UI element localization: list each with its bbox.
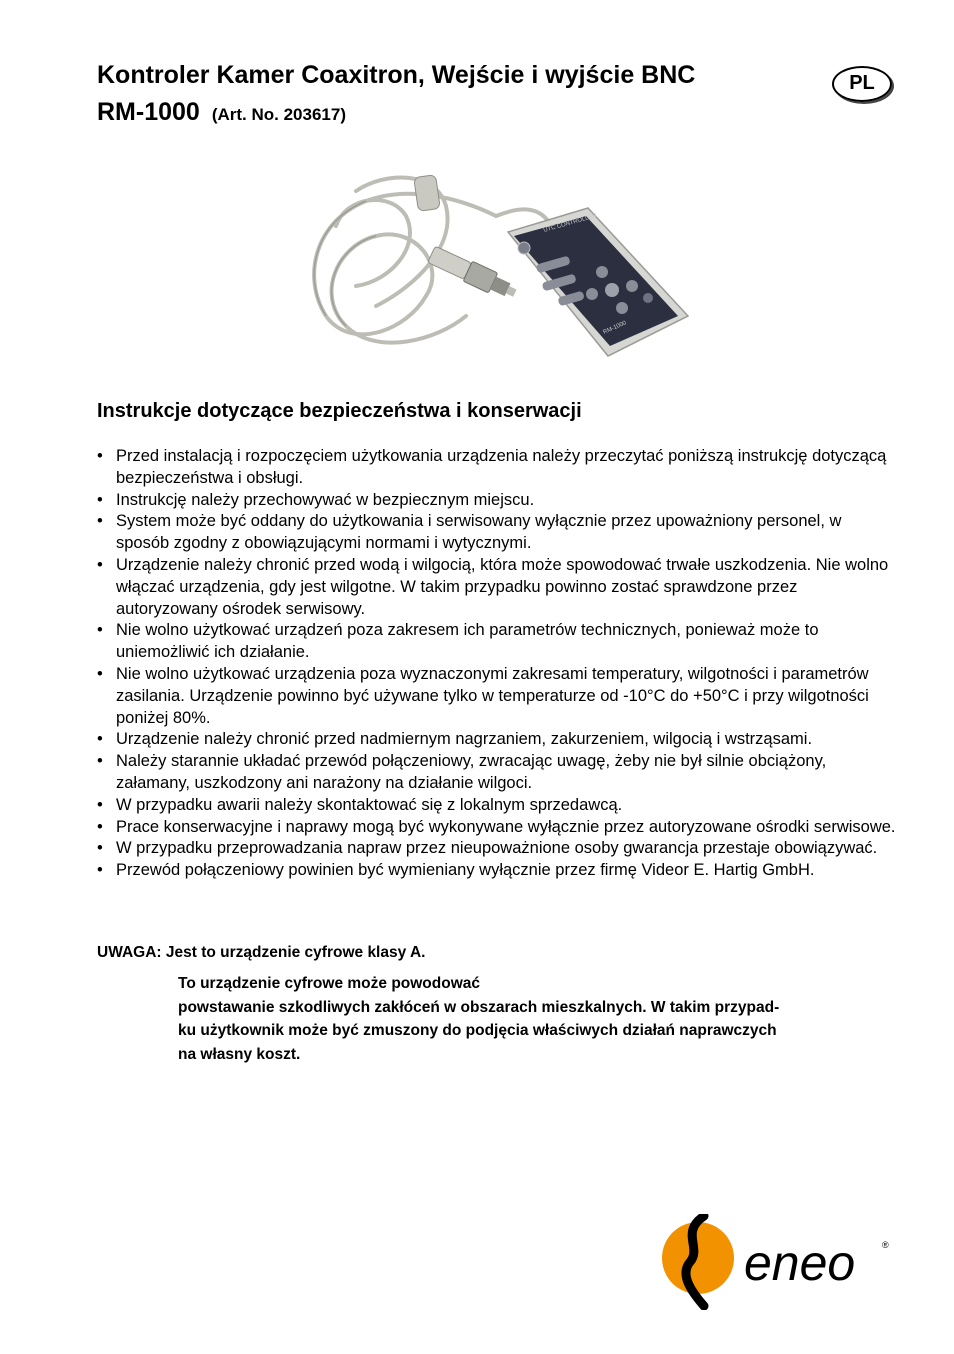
list-item: • System może być oddany do użytkowania i serwisowany wyłącznie przez upoważniony personel, w sposób zgodny z obowiązującymi normami i wytycznymi. [97,511,897,555]
device-label: UTC CONTROLLER [542,212,598,234]
model-line [97,98,346,127]
product-photo [296,166,692,360]
warning-line: To urządzenie cyfrowe może powodować [178,975,481,992]
list-item: • Nie wolno użytkować urządzeń poza zakresem ich parametrów technicznych, ponieważ może to uniemożliwić ich działanie. [97,620,897,664]
logo-text: eneo [744,1235,856,1291]
logo-circle-icon [662,1222,734,1294]
list-item: • Nie wolno użytkować urządzenia poza wyznaczonymi zakresami temperatury, wilgotności i parametrów zasilania. Urządzenie powinno być używane tylko w temperaturze od -10°C do +50°C i przy wilgotności poniżej 80%. [97,664,897,729]
list-item: • W przypadku awarii należy skontaktować się z lokalnym sprzedawcą. [97,795,897,817]
list-item: • Przewód połączeniowy powinien być wymieniany wyłącznie przez firmę Videor E. Hartig GmbH. [97,860,897,882]
warning-heading: UWAGA: Jest to urządzenie cyfrowe klasy A. [97,944,426,961]
safety-instructions-list [97,446,897,882]
section-title: Instrukcje dotyczące bezpieczeństwa i konserwacji [97,400,582,422]
power-button-graphic [518,242,530,254]
model-number: RM-1000 [97,98,200,126]
bnc-connector [427,244,520,303]
list-item: • Urządzenie należy chronić przed nadmiernym nagrzaniem, zakurzeniem, wilgocią i wstrząsami. [97,729,897,751]
page-title: Kontroler Kamer Coaxitron, Wejście i wyjście BNC [97,61,696,89]
ferrite-bead [414,175,441,212]
registered-mark: ® [882,1240,889,1250]
list-item: • Urządzenie należy chronić przed wodą i wilgocią, która może spowodować trwałe uszkodzenia. Nie wolno włączać urządzenia, gdy jest wilgotne. W takim przypadku powinno zostać sprawdzone przez autoryzowany ośrodek serwisowy. [97,555,897,620]
warning-body [178,972,890,1066]
eneo-logo [660,1214,900,1310]
list-item: • Prace konserwacyjne i naprawy mogą być wykonywane wyłącznie przez autoryzowane ośrodki serwisowe. [97,817,897,839]
remote-controller [508,208,688,356]
warning-line: na własny koszt. [178,1045,301,1063]
list-item: • Instrukcję należy przechowywać w bezpiecznym miejscu. [97,490,897,512]
article-number: (Art. No. 203617) [211,105,346,124]
device-model-label: RM-1000 [602,320,628,336]
warning-line: powstawanie szkodliwych zakłóceń w obszarach mieszkalnych. W takim przypad- [178,998,780,1016]
warning-line: ku użytkownik może być zmuszony do podjęcia właściwych działań naprawczych [178,1022,777,1039]
list-item: • Przed instalacją i rozpoczęciem użytkowania urządzenia należy przeczytać poniższą instrukcję dotyczącą bezpieczeństwa i obsługi. [97,446,897,490]
list-item: • W przypadku przeprowadzania napraw przez nieupoważnione osoby gwarancja przestaje obowiązywać. [97,838,897,860]
list-item: • Należy starannie układać przewód połączeniowy, zwracając uwagę, żeby nie był silnie obciążony, załamany, uszkodzony ani narażony na działanie wilgoci. [97,751,897,795]
language-badge: PL [832,66,892,102]
